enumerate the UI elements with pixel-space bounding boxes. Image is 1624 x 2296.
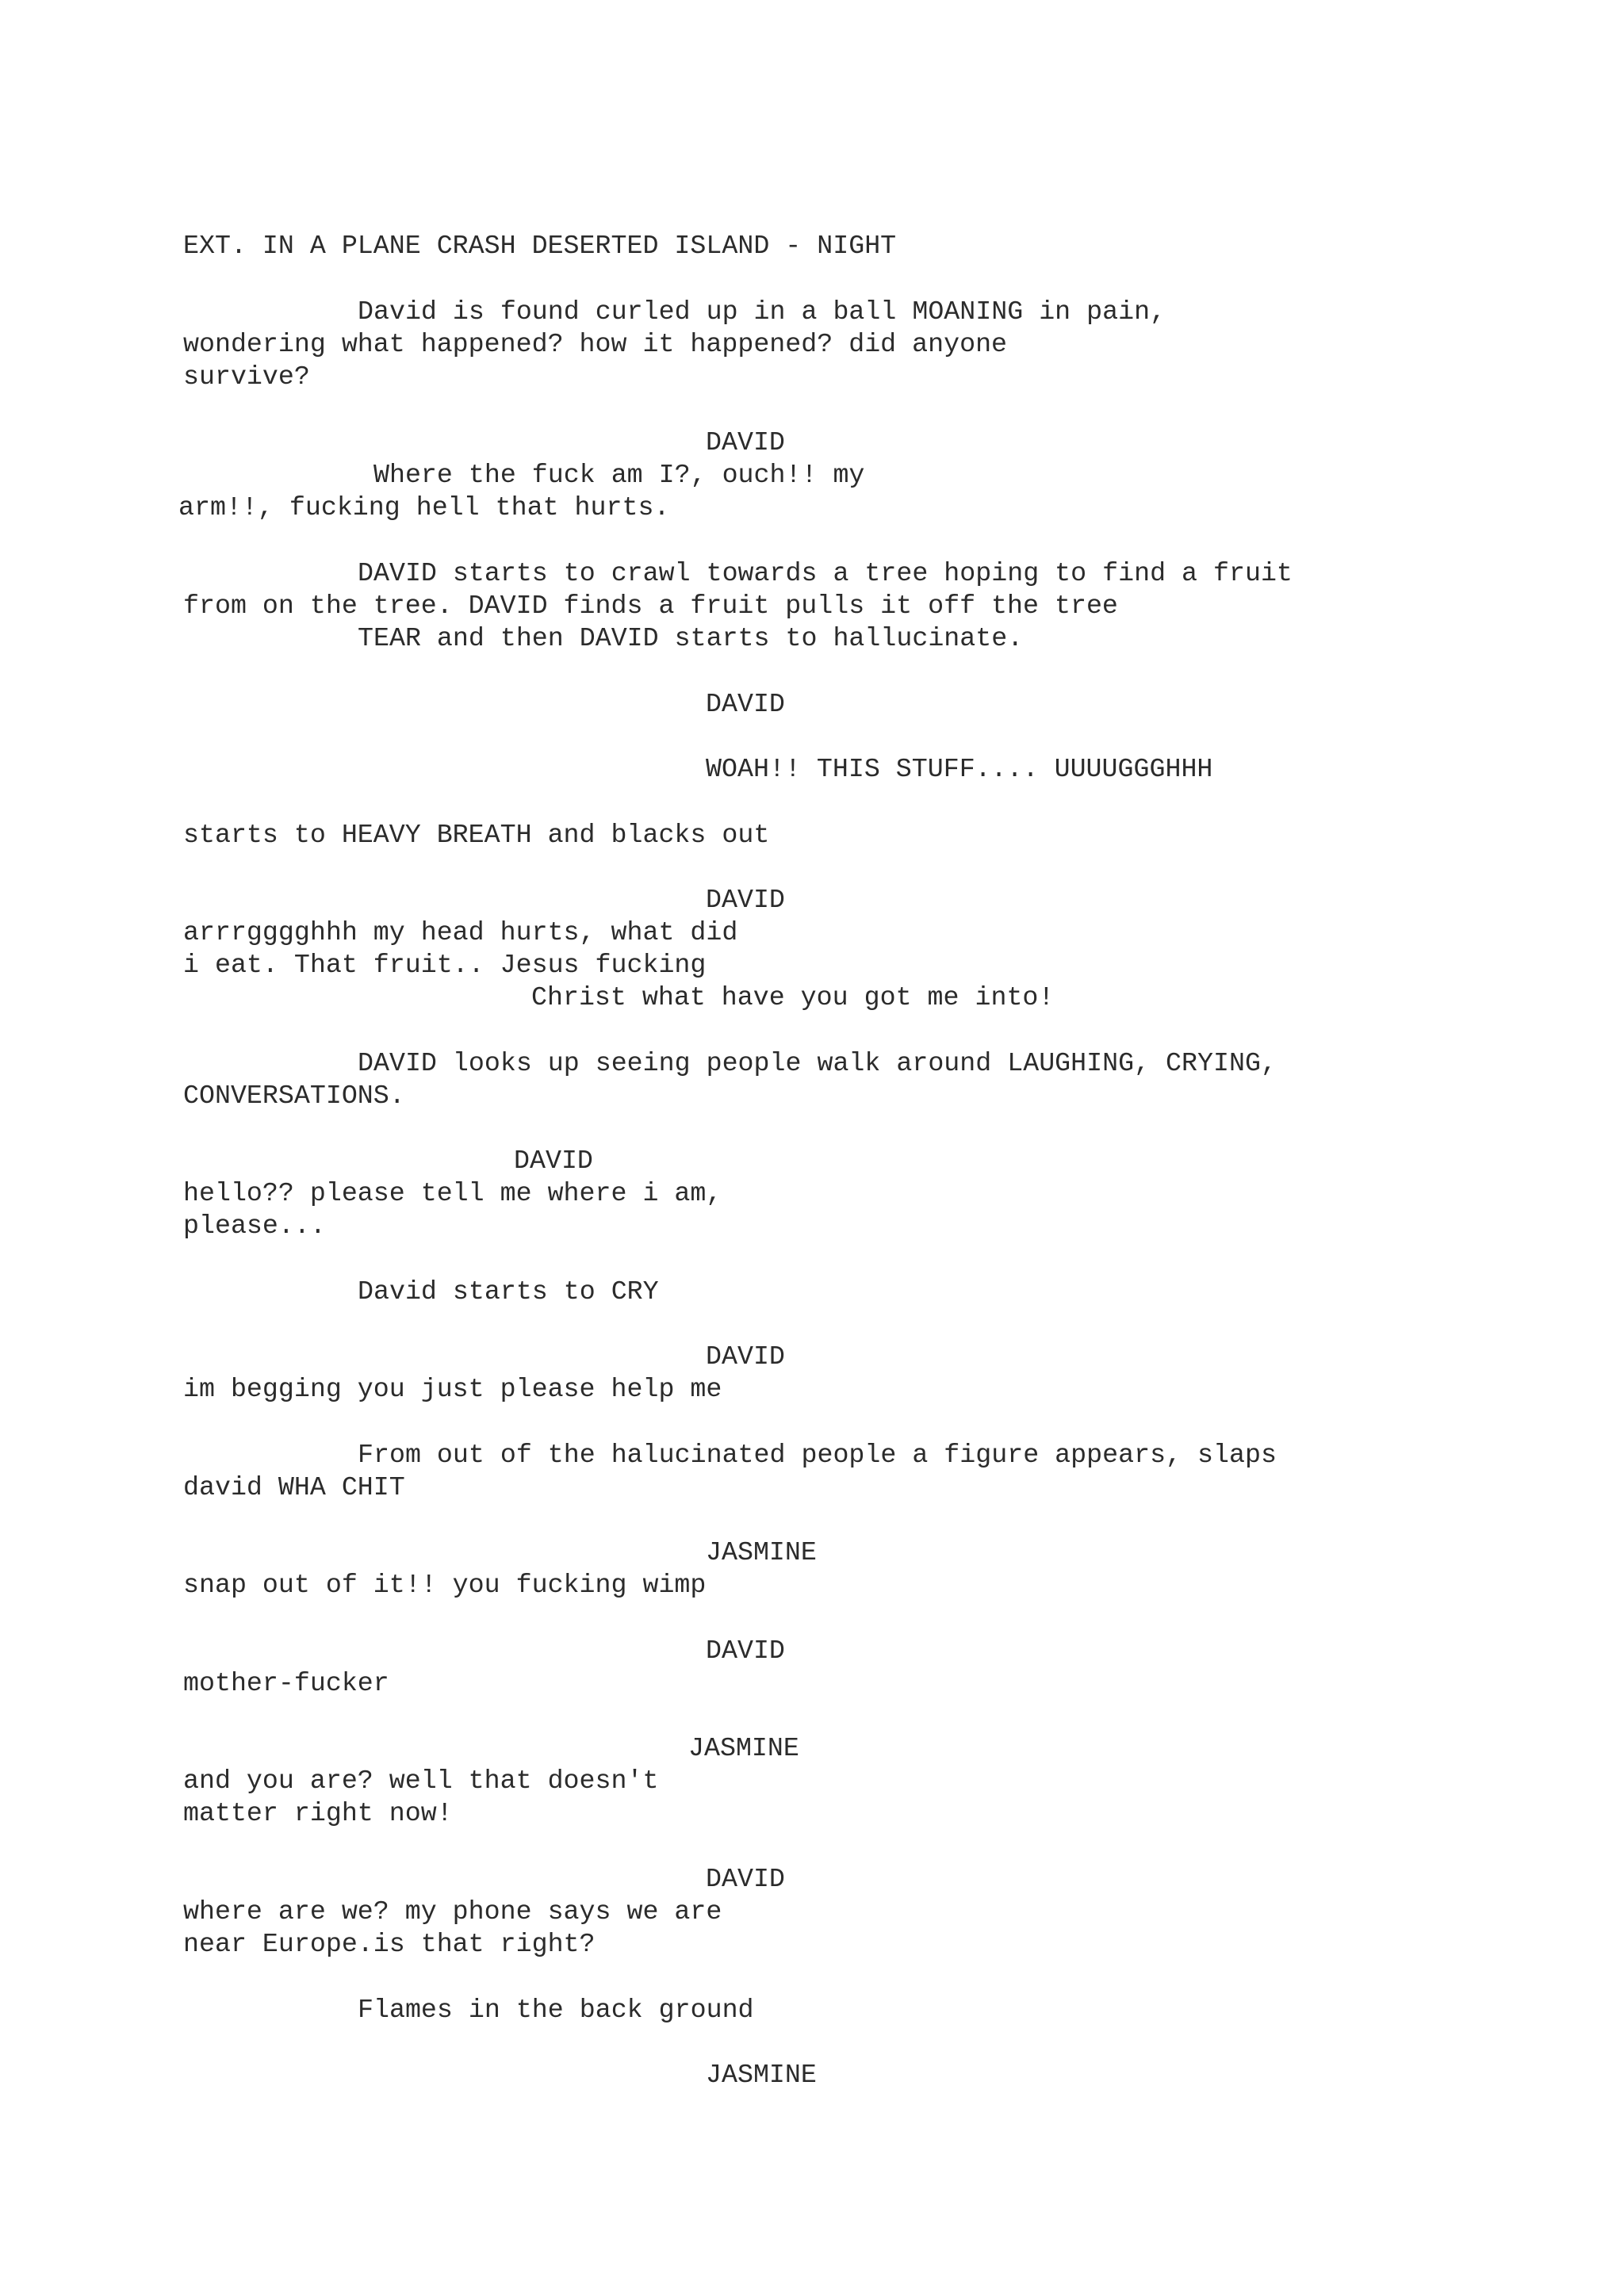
action-line: DAVID looks up seeing people walk around LAUGHING, CRYING, — [358, 1048, 1277, 1078]
dialogue-line: matter right now! — [183, 1798, 453, 1828]
action-line: DAVID starts to crawl towards a tree hoping to find a fruit — [358, 558, 1293, 588]
dialogue-line: arrrgggghhh my head hurts, what did — [183, 917, 738, 947]
dialogue-line: WOAH!! THIS STUFF.... UUUUGGGHHH — [706, 754, 1213, 784]
action-line: David starts to CRY — [358, 1276, 659, 1307]
dialogue-line: arm!!, fucking hell that hurts. — [178, 492, 670, 522]
action-line: David is found curled up in a ball MOANING in pain, — [358, 297, 1166, 327]
character-name: DAVID — [706, 885, 785, 915]
dialogue-line: near Europe.is that right? — [183, 1929, 596, 1959]
dialogue-line: please... — [183, 1211, 326, 1241]
dialogue-line: hello?? please tell me where i am, — [183, 1178, 722, 1208]
action-line: TEAR and then DAVID starts to hallucinate. — [358, 623, 1024, 653]
dialogue-line: im begging you just please help me — [183, 1374, 722, 1404]
character-name: JASMINE — [706, 2060, 817, 2090]
character-name: DAVID — [706, 689, 785, 719]
character-name: DAVID — [514, 1146, 593, 1176]
character-name: DAVID — [706, 1341, 785, 1372]
action-line: david WHA CHIT — [183, 1472, 405, 1502]
character-name: JASMINE — [706, 1537, 817, 1567]
dialogue-line: snap out of it!! you fucking wimp — [183, 1570, 707, 1600]
dialogue-line: i eat. That fruit.. Jesus fucking — [183, 950, 707, 980]
dialogue-line: mother-fucker — [183, 1668, 389, 1698]
character-name: DAVID — [706, 427, 785, 457]
character-name: DAVID — [706, 1636, 785, 1666]
character-name: DAVID — [706, 1864, 785, 1894]
dialogue-line: Where the fuck am I?, ouch!! my — [358, 460, 865, 490]
dialogue-line: where are we? my phone says we are — [183, 1896, 722, 1927]
action-line: survive? — [183, 362, 310, 392]
scene-heading: EXT. IN A PLANE CRASH DESERTED ISLAND - NIGHT — [183, 231, 897, 261]
action-line: starts to HEAVY BREATH and blacks out — [183, 820, 770, 850]
action-line: Flames in the back ground — [358, 1995, 754, 2025]
action-line: from on the tree. DAVID finds a fruit pulls it off the tree — [183, 591, 1118, 621]
action-line: CONVERSATIONS. — [183, 1081, 405, 1111]
character-name: JASMINE — [688, 1733, 799, 1763]
action-line: From out of the halucinated people a figure appears, slaps — [358, 1440, 1277, 1470]
dialogue-line: and you are? well that doesn't — [183, 1766, 659, 1796]
dialogue-line: Christ what have you got me into! — [531, 982, 1055, 1012]
action-line: wondering what happened? how it happened? did anyone — [183, 329, 1008, 359]
